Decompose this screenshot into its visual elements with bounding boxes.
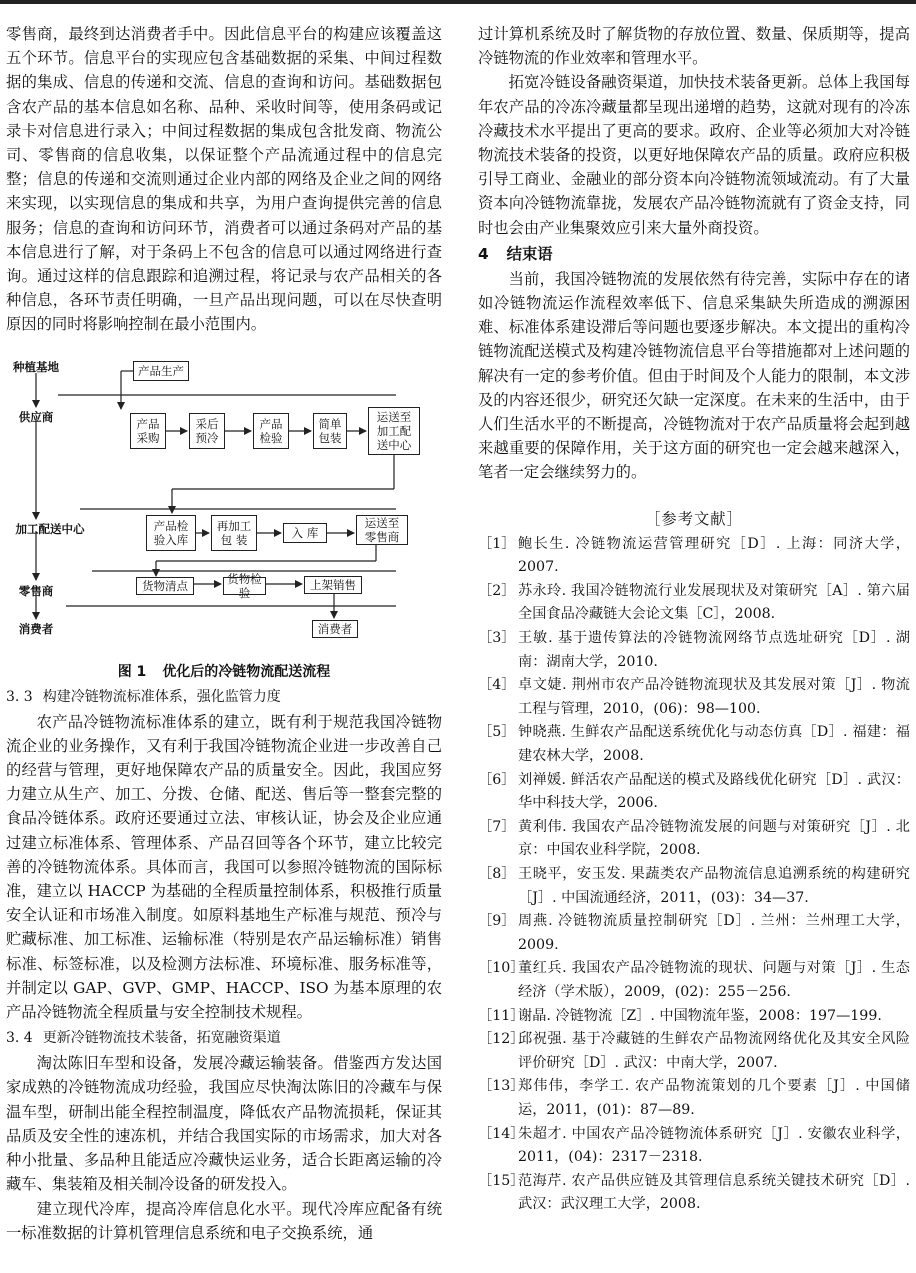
flow-box-goods-count: 货物清点 [136,577,194,595]
reference-text: 王晓平，安玉发. 果蔬类农产品物流信息追溯系统的构建研究［J］. 中国流通经济，2011，(03)：34—37. [518,865,910,906]
reference-item [478,1005,910,1029]
right-column [478,22,910,1217]
reference-item [478,627,910,674]
reference-number: ［4］ [478,677,516,694]
flow-box-consumer: 消费者 [312,620,358,638]
reference-number: ［11］ [478,1007,525,1024]
reference-number: ［13］ [478,1078,525,1095]
reference-number: ［7］ [478,818,516,835]
reference-item [478,863,910,910]
reference-item [478,580,910,627]
reference-text: 刘禅媛. 鲜活农产品配送的模式及路线优化研究［D］. 武汉：华中科技大学，2006. [518,771,910,812]
section-3-4-heading: 3. 4 更新冷链物流技术装备，拓宽融资渠道 [6,1030,281,1047]
section-3-4-paragraph-1: 淘汰陈旧车型和设备，发展冷藏运输装备。借鉴西方发达国家成熟的冷链物流成功经验，我国应尽快淘汰陈旧的冷藏车与保温车型，研制出能全程控制温度，降低农产品物流损耗，保证其品质及安全性的速冻机，并结合我国实际的市场需求，加大对各种小批量、多品种且能适应冷藏快运业务，适合长距离运输的冷藏车、集装箱及相关制冷设备的研发投入。 [6,1054,442,1194]
reference-text: 谢晶. 冷链物流［Z］. 中国物流年鉴，2008：197—199. [518,1007,882,1024]
lane-label-processing-center: 加工配送中心 [15,521,85,536]
reference-item [478,769,910,816]
reference-number: ［9］ [478,913,516,930]
reference-text: 钟晓燕. 生鲜农产品配送系统优化与动态仿真［D］. 福建：福建农林大学，2008. [518,724,910,764]
reference-item [478,1028,910,1075]
reference-item [478,957,910,1004]
left-column [6,22,442,1245]
reference-item [478,674,910,721]
flow-box-production: 产品生产 [133,361,189,381]
reference-number: ［14］ [478,1125,525,1142]
reference-item [478,1170,910,1217]
flow-box-ship-to-center: 运送至 加工配 送中心 [368,407,420,455]
page-top-rule [0,0,916,4]
flow-box-inspection: 产品 检验 [253,413,289,449]
flow-box-goods-inspection: 货物检验 [223,577,266,595]
reference-text: 董红兵. 我国农产品冷链物流的现状、问题与对策［J］. 生态经济（学术版），2009，(02)：255－256. [518,960,910,1000]
reference-text: 范海芹. 农产品供应链及其管理信息系统关键技术研究［D］. 武汉：武汉理工大学，2008. [518,1172,910,1213]
references-heading: ［参考文献］ [645,509,743,528]
lane-label-planting-base: 种植基地 [13,359,59,374]
reference-number: ［5］ [478,724,516,741]
reference-number: ［2］ [478,582,516,599]
reference-text: 王敏. 基于遗传算法的冷链物流网络节点选址研究［D］. 湖南：湖南大学，2010. [518,630,910,670]
flow-box-simple-packing: 简单 包装 [313,413,347,449]
reference-number: ［12］ [478,1031,525,1048]
reference-number: ［1］ [478,535,516,552]
flow-box-warehousing: 入 库 [283,523,327,543]
section-4-heading: 4 结束语 [478,244,553,263]
reference-number: ［6］ [478,771,516,788]
flow-box-shelf-sales: 上架销售 [304,576,362,594]
reference-number: ［3］ [478,630,516,647]
flow-box-inspect-storage: 产品检 验入库 [146,515,196,551]
flow-box-reprocessing: 再加工 包 装 [211,515,257,551]
reference-text: 朱超才. 中国农产品冷链物流体系研究［J］. 安徽农业科学，2011，(04)：2317－2318. [518,1125,910,1166]
figure-caption [6,661,442,683]
flowchart-connectors [6,355,442,653]
flow-box-ship-to-retailer: 运送至 零售商 [356,515,408,545]
reference-item [478,533,910,580]
reference-number: ［8］ [478,865,516,882]
reference-text: 卓文婕. 荆州市农产品冷链物流现状及其发展对策［J］. 物流工程与管理，2010，(06)：98—100. [518,677,910,717]
lane-label-retailer: 零售商 [18,583,54,598]
section-3-3-heading: 3. 3 构建冷链物流标准体系，强化监管力度 [6,688,281,705]
figure-1-flowchart [6,355,442,653]
flow-box-purchasing: 产品 采购 [130,413,166,449]
reference-text: 鲍长生. 冷链物流运营管理研究［D］. 上海：同济大学，2007. [518,535,910,576]
lane-label-supplier: 供应商 [18,409,54,424]
right-paragraph-2: 拓宽冷链设备融资渠道，加快技术装备更新。总体上我国每年农产品的冷冻冷藏量都呈现出递增的趋势，这就对现有的冷冻冷藏技术水平提出了更高的要求。政府、企业等必须加大对冷链物流技术装备的投资，以更好地保障农产品的质量。政府应积极引导工商业、金融业的部分资本向冷链物流领域流动。有了大量资本向冷链物流靠拢，发展农产品冷链物流就有了资金支持，同时也会由产业集聚效应引来大量外商投资。 [478,73,910,237]
section-3-3-paragraph: 农产品冷链物流标准体系的建立，既有利于规范我国冷链物流企业的业务操作，又有利于我国冷链物流企业进一步改善自己的经营与管理，更好地保障农产品的质量安全。因此，我国应努力建立从生产、加工、分拨、仓储、配送、售后等一整套完整的食品冷链体系。政府还要通过立法、审核认证，协会及企业应通过建立标准体系、管理体系、产品召回等各个环节，建立比较完善的冷链物流体系。具体而言，我国可以参照冷链物流的国际标准，建立以 HACCP 为基础的全程质量控制体系，积极推行质量安全认证和市场准入制度。如原料基地生产标准与规范、预冷与贮藏标准、加工标准、运输标准（特别是农产品运输标准）销售标准、标签标准，以及检测方法标准、环境标准、服务标准等，并制定以 GAP、GVP、GMP、HACCP、ISO 为基本原理的农产品冷链物流全程质量与安全控制技术规程。 [6,712,442,1022]
figure-caption-label: 图 1 [117,663,147,680]
references-list [478,533,910,1217]
left-paragraph-1: 零售商，最终到达消费者手中。因此信息平台的构建应该覆盖这五个环节。信息平台的实现应包含基础数据的采集、中间过程数据的集成、信息的传递和交流、信息的查询和访问。基础数据包含农产品的基本信息如名称、品种、采收时间等，使用条码或记录卡对信息进行录入；中间过程数据的集成包含批发商、物流公司、零售商的信息收集，以保证整个产品流通过程中的信息完整；信息的传递和交流则通过企业内部的网络及企业之间的网络来实现，以实现信息的集成和共享，为用户查询提供完善的信息服务；信息的查询和访问环节，消费者可以通过条码对产品的基本信息进行了解，对于条码上不包含的信息可以通过网络进行查询。通过这样的信息跟踪和追溯过程，将记录与农产品相关的各种信息，各环节责任明确，一旦产品出现问题，可以在尽快查明原因的同时将影响控制在最小范围内。 [6,25,442,334]
figure-caption-text: 优化后的冷链物流配送流程 [162,663,331,680]
section-3-4-paragraph-2: 建立现代冷库，提高冷库信息化水平。现代冷库应配备有统一标准数据的计算机管理信息系统和电子交换系统，通 [6,1199,442,1242]
reference-text: 郑伟伟，李学工. 农产品物流策划的几个要素［J］. 中国储运，2011，(01)：87—89. [518,1078,910,1118]
reference-text: 周燕. 冷链物流质量控制研究［D］. 兰州：兰州理工大学，2009. [518,913,910,953]
reference-text: 黄利伟. 我国农产品冷链物流发展的问题与对策研究［J］. 北京：中国农业科学院，2008. [518,818,910,859]
reference-text: 邱祝强. 基于冷藏链的生鲜农产品物流网络优化及其安全风险评价研究［D］. 武汉：中南大学，2007. [518,1031,910,1071]
reference-item [478,816,910,863]
reference-number: ［10］ [478,960,525,977]
lane-label-consumer: 消费者 [18,621,54,636]
reference-number: ［15］ [478,1172,525,1189]
right-paragraph-1: 过计算机系统及时了解货物的存放位置、数量、保质期等，提高冷链物流的作业效率和管理水平。 [478,25,910,68]
reference-item [478,910,910,957]
reference-item [478,1075,910,1122]
reference-item [478,721,910,768]
flow-box-precooling: 采后 预冷 [189,413,225,449]
reference-item [478,1123,910,1170]
conclusion-paragraph: 当前，我国冷链物流的发展依然有待完善，实际中存在的诸如冷链物流运作流程效率低下、信息采集缺失所造成的溯源困难、标准体系建设滞后等问题也要逐步解决。本文提出的重构冷链物流配送模式及构建冷链物流信息平台等措施都对上述问题的解决有一定的参考价值。但由于时间及个人能力的限制，本文涉及的内容还很少，研究还欠缺一定深度。在未来的生活中，由于人们生活水平的不断提高，冷链物流对于农产品质量将会起到越来越重要的保障作用，关于这方面的研究也一定会越来越深入，笔者一定会继续努力的。 [478,269,910,482]
reference-text: 苏永玲. 我国冷链物流行业发展现状及对策研究［A］. 第六届全国食品冷藏链大会论文集［C］，2008. [518,582,910,623]
